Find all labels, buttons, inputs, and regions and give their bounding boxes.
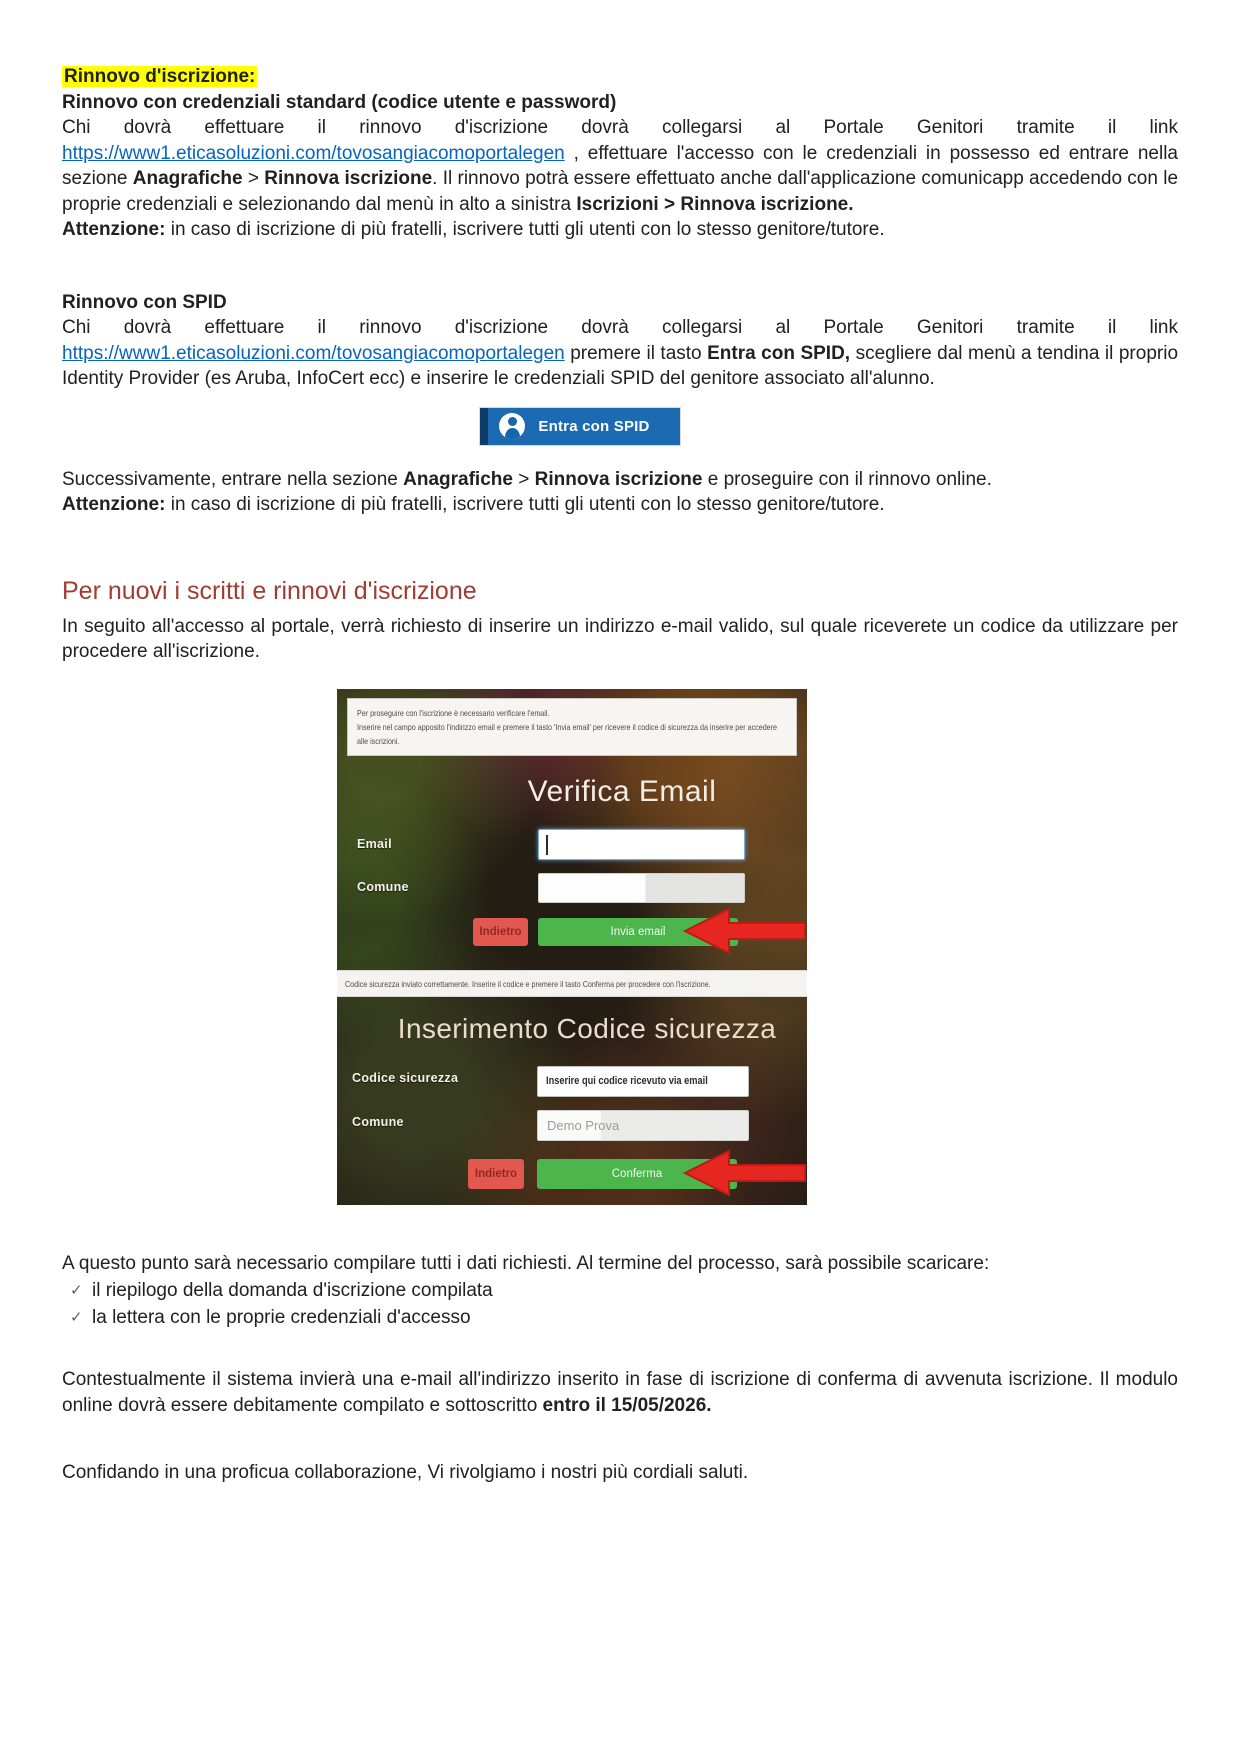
entra-con-spid-button-image — [480, 408, 679, 445]
portal-screenshot-image — [337, 689, 807, 1205]
title-line — [62, 64, 1178, 90]
screenshot-send-email-button: Invia email — [538, 918, 738, 946]
checklist-item — [62, 1305, 1178, 1332]
checkmark-icon: ✓ — [70, 1282, 83, 1299]
new-enrollment-heading: Per nuovi i scritti e rinnovi d'iscrizione — [62, 576, 477, 605]
page-title: Rinnovo d'iscrizione: — [64, 66, 256, 87]
std-credentials-heading: Rinnovo con credenziali standard (codice utente e password) — [62, 91, 617, 113]
screenshot-comune2-input — [537, 1110, 749, 1141]
closing-paragraph-3: Confidando in una proficua collaborazione, Vi rivolgiamo i nostri più cordiali saluti. — [62, 1462, 749, 1483]
attention-label: Attenzione: — [62, 219, 166, 240]
text-run: Chi dovrà effettuare il rinnovo d'iscrizione dovrà collegarsi al Portale Genitori tramite il link — [62, 317, 1178, 338]
spid-person-icon — [499, 413, 525, 439]
deadline-bold: entro il 15/05/2026. — [542, 1394, 712, 1416]
spid-paragraph — [62, 315, 1178, 392]
checklist-item — [62, 1278, 1178, 1305]
screenshot-confirm-button: Conferma — [537, 1159, 737, 1189]
after-spid-line — [62, 467, 1178, 493]
screenshot-code-entry-title: Inserimento Codice sicurezza — [397, 1012, 777, 1044]
portal-link-spid[interactable]: https://www1.eticasoluzioni.com/tovosangiacomoportalegen — [62, 342, 565, 364]
text-run: Successivamente, entrare nella sezione — [62, 468, 404, 490]
screenshot-code-placeholder: Inserire qui codice ricevuto via email — [546, 1074, 708, 1087]
new-enrollment-paragraph: In seguito all'accesso al portale, verrà richiesto di inserire un indirizzo e-mail valido, sul quale riceverete un codice da utilizzare per procedere all'iscrizione. — [62, 615, 1178, 662]
text-run: Chi dovrà effettuare il rinnovo d'iscrizione dovrà collegarsi al Portale Genitori tramite il link — [62, 117, 1178, 138]
checklist-item-text: il riepilogo della domanda d'iscrizione compilata — [92, 1280, 493, 1301]
text-run: > — [512, 468, 535, 490]
anagrafiche-bold: Anagrafiche — [132, 168, 243, 189]
text-run: , effettuare l'accesso con le credenziali in possesso ed entrare nella sezione — [62, 142, 1178, 189]
screenshot-info-line1: Per proseguire con l'iscrizione è necessario verificare l'email. — [357, 707, 550, 718]
anagrafiche-bold-2: Anagrafiche — [403, 468, 513, 490]
checkmark-icon: ✓ — [70, 1308, 83, 1326]
spid-button-row — [62, 408, 1178, 445]
screenshot-comune2-label: Comune — [352, 1114, 404, 1129]
screenshot-back-button-2: Indietro — [468, 1159, 524, 1189]
screenshot-security-code-label: Codice sicurezza — [352, 1070, 459, 1085]
screenshot-status-message: Codice sicurezza inviato correttamente. Inserire il codice e premere il tasto Conferma per procedere con l'iscrizione. — [345, 978, 711, 989]
screenshot-security-code-input — [537, 1066, 749, 1097]
attention-label-2: Attenzione: — [62, 494, 166, 515]
screenshot-status-bar — [337, 970, 807, 997]
std-credentials-paragraph — [62, 115, 1178, 217]
rinnova-iscrizione-bold: Rinnova iscrizione — [264, 168, 433, 189]
text-caret — [546, 835, 548, 855]
spid-heading: Rinnovo con SPID — [62, 291, 227, 313]
attention-line-1 — [62, 217, 1178, 243]
text-run: premere il tasto — [564, 342, 708, 364]
portal-link[interactable]: https://www1.eticasoluzioni.com/tovosangiacomoportalegen — [62, 142, 565, 164]
text-run: e proseguire con il rinnovo online. — [702, 468, 992, 490]
text-run: > — [242, 168, 265, 189]
screenshot-comune-input — [538, 873, 745, 903]
checklist-item-text: la lettera con le proprie credenziali d'accesso — [92, 1306, 471, 1328]
attention-text: in caso di iscrizione di più fratelli, iscrivere tutti gli utenti con lo stesso genitore/tutore. — [165, 219, 885, 240]
screenshot-comune2-value: Demo Prova — [547, 1117, 620, 1133]
text-run: Contestualmente il sistema invierà una e-mail all'indirizzo inserito in fase di iscrizione di conferma di avvenuta iscrizione. Il modulo online dovrà essere debitamente compilato e sottoscritto — [62, 1369, 1178, 1416]
closing-paragraph-2 — [62, 1367, 1178, 1418]
screenshot-back-button: Indietro — [473, 918, 528, 946]
red-arrow-icon — [683, 905, 807, 957]
closing-paragraph-1: A questo punto sarà necessario compilare tutti i dati richiesti. Al termine del processo, sarà possibile scaricare: — [62, 1252, 990, 1274]
download-checklist — [62, 1278, 1178, 1331]
text-run: scegliere dal menù a tendina il proprio Identity Provider (es Aruba, InfoCert ecc) e inserire le credenziali SPID del genitore associato all'alunno. — [62, 342, 1179, 389]
text-run: . Il rinnovo potrà essere effettuato anche dall'applicazione comunicapp accedendo con le proprie credenziali e selezionando dal menù in alto a sinistra — [62, 168, 1179, 215]
entra-con-spid-bold: Entra con SPID, — [707, 342, 851, 364]
attention-text-2: in caso di iscrizione di più fratelli, iscrivere tutti gli utenti con lo stesso genitore/tutore. — [165, 494, 885, 515]
screenshot-info-box — [347, 698, 797, 756]
spid-button-label: Entra con SPID — [538, 417, 650, 435]
screenshot-email-input — [538, 829, 745, 860]
attention-line-2 — [62, 492, 1178, 518]
screenshot-email-label: Email — [357, 836, 392, 851]
iscrizioni-rinnova-bold: Iscrizioni > Rinnova iscrizione. — [576, 193, 854, 215]
screenshot-verify-email-title: Verifica Email — [527, 774, 717, 808]
rinnova-iscrizione-bold-2: Rinnova iscrizione — [534, 468, 703, 490]
red-arrow-icon-2 — [683, 1147, 807, 1199]
screenshot-info-line2: Inserire nel campo apposito l'indirizzo email e premere il tasto 'Invia email' per ricevere il codice di sicurezza da inserire per accedere alle iscrizioni. — [357, 721, 777, 746]
screenshot-comune-label: Comune — [357, 879, 409, 894]
